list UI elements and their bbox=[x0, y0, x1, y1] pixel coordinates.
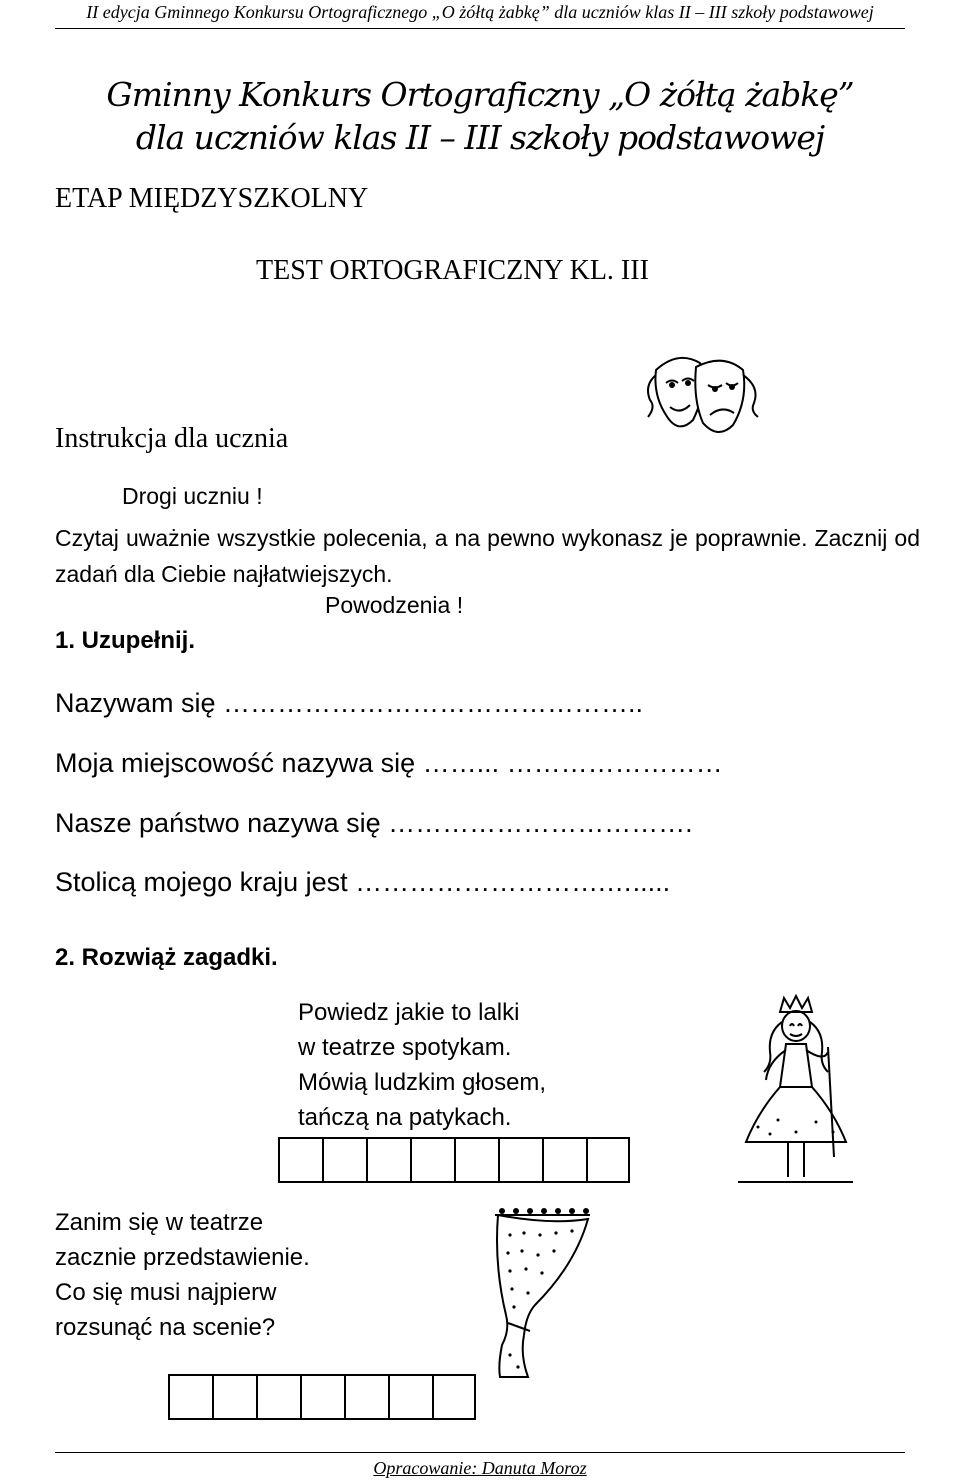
fill-line-name[interactable]: Nazywam się ……………………………………….. bbox=[55, 688, 644, 718]
answer-boxes-curtain bbox=[168, 1374, 476, 1420]
riddle-line: Zanim się w teatrze bbox=[55, 1209, 264, 1236]
good-luck-text: Powodzenia ! bbox=[325, 592, 464, 618]
letter-box[interactable] bbox=[300, 1374, 344, 1420]
header-divider bbox=[55, 28, 905, 29]
letter-box[interactable] bbox=[542, 1137, 586, 1183]
theatre-masks-icon bbox=[638, 345, 768, 450]
curtain-icon bbox=[490, 1205, 595, 1380]
greeting: Drogi uczniu ! bbox=[122, 483, 263, 509]
riddle-curtain bbox=[55, 1205, 310, 1345]
letter-box[interactable] bbox=[168, 1374, 212, 1420]
page-header bbox=[0, 0, 960, 30]
letter-box[interactable] bbox=[278, 1137, 322, 1183]
fill-line-town[interactable]: Moja miejscowość nazywa się ……... …………………… bbox=[55, 748, 723, 778]
contest-title-line2: dla uczniów klas II – III szkoły podstawowej bbox=[135, 118, 825, 157]
letter-box[interactable] bbox=[432, 1374, 476, 1420]
letter-box[interactable] bbox=[212, 1374, 256, 1420]
riddle-puppets bbox=[298, 995, 546, 1135]
riddle-line: rozsunąć na scenie? bbox=[55, 1314, 276, 1341]
footer-divider bbox=[55, 1452, 905, 1453]
fill-line-capital[interactable]: Stolicą mojego kraju jest ……………………….…..... bbox=[55, 867, 671, 897]
stage-label: ETAP MIĘDZYSZKOLNY bbox=[55, 183, 369, 214]
letter-box[interactable] bbox=[322, 1137, 366, 1183]
letter-box[interactable] bbox=[498, 1137, 542, 1183]
letter-box[interactable] bbox=[410, 1137, 454, 1183]
riddle-line: Mówią ludzkim głosem, bbox=[298, 1069, 547, 1096]
letter-box[interactable] bbox=[388, 1374, 432, 1420]
letter-box[interactable] bbox=[366, 1137, 410, 1183]
riddle-line: Powiedz jakie to lalki bbox=[298, 999, 520, 1026]
instructions-heading: Instrukcja dla ucznia bbox=[55, 423, 289, 454]
footer-author: Opracowanie: Danuta Moroz bbox=[373, 1458, 587, 1478]
contest-title-line1: Gminny Konkurs Ortograficzny „O żółtą żabkę” bbox=[106, 75, 854, 114]
riddle-line: tańczą na patykach. bbox=[298, 1104, 512, 1131]
riddle-line: w teatrze spotykam. bbox=[298, 1034, 512, 1061]
task1-heading: 1. Uzupełnij. bbox=[55, 627, 196, 654]
riddle-line: Co się musi najpierw bbox=[55, 1279, 277, 1306]
letter-box[interactable] bbox=[256, 1374, 300, 1420]
riddle-line: zacznie przedstawienie. bbox=[55, 1244, 310, 1271]
task2-heading: 2. Rozwiąż zagadki. bbox=[55, 944, 278, 971]
fill-line-country[interactable]: Nasze państwo nazywa się ……………………………. bbox=[55, 808, 693, 838]
test-title: TEST ORTOGRAFICZNY KL. III bbox=[256, 255, 649, 286]
letter-box[interactable] bbox=[586, 1137, 630, 1183]
letter-box[interactable] bbox=[454, 1137, 498, 1183]
header-text: II edycja Gminnego Konkursu Ortograficznego „O żółtą żabkę” dla uczniów klas II – III szkoły podstawowej bbox=[86, 2, 874, 22]
answer-boxes-puppets bbox=[278, 1137, 630, 1183]
letter-box[interactable] bbox=[344, 1374, 388, 1420]
puppet-princess-icon bbox=[728, 992, 863, 1197]
instructions-text: Czytaj uważnie wszystkie polecenia, a na pewno wykonasz je poprawnie. Zacznij od zadań dla Ciebie najłatwiejszych. bbox=[55, 525, 920, 587]
